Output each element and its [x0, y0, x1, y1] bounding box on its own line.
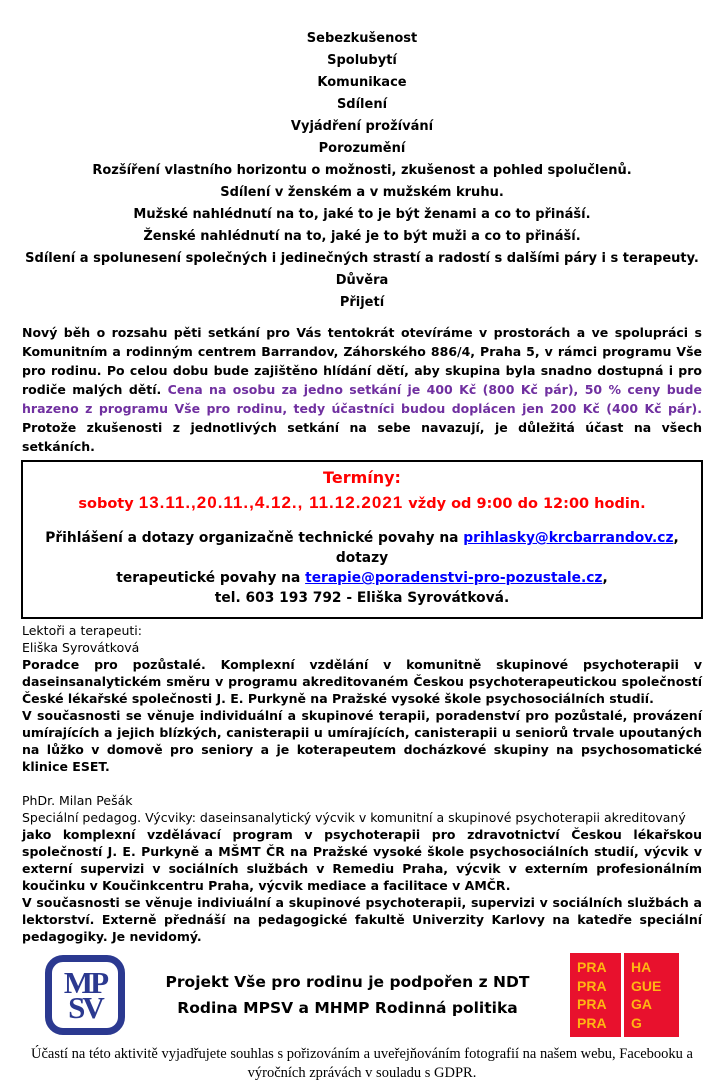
dates-suffix: vždy od 9:00 do 12:00 hodin. — [403, 496, 646, 512]
intro-text-black-1: Nový běh o rozsahu pěti setkání pro Vás tentokrát otevíráme v prostorách a ve spolupráci s Komunitním a rodinným centrem Barrandov, Záhorského 886/4, Praha 5, v rámci programu Vše pro rodinu. Po celou dobu bude zajištěno hlídání dětí, aby skupina byla snadno dostupná i pro rodiče malých dětí. — [22, 325, 702, 397]
keyword-item: Sebezkušenost — [306, 31, 418, 46]
gdpr-note: Účastí na této aktivitě vyjadřujete souhlas s pořizováním a uveřejňováním fotografií na našem webu, Facebooku a výročních zprávách v souladu s GDPR. — [31, 1046, 693, 1081]
praha-logo-cell: PRA — [577, 1014, 607, 1031]
keyword-item: Sdílení — [336, 97, 388, 112]
lectors-section — [22, 622, 702, 945]
praha-logo-cell: GA — [631, 996, 652, 1012]
lector-bio-2-education: jako komplexní vzdělávací program v psychoterapii pro zdravotnictví Českou lékařskou společností J. E. Purkyně a MŠMT ČR na Pražské vysoké škole psychosociálních studií, výcvik v externí supervizi v sociálních službách v Remediu Praha, výcvik v externím profesionálním koučinku v Koučinkcentru Praha, výcvik mediace a facilitace v AMČR. — [22, 827, 702, 893]
praha-logo-left-column — [570, 953, 621, 1037]
praha-logo-cell: G — [631, 1014, 642, 1031]
email-link-registration[interactable]: prihlasky@krcbarrandov.cz — [463, 530, 674, 546]
mpsv-logo-top: MP — [63, 964, 107, 1000]
support-text — [125, 969, 570, 1021]
intro-text-black-2: Protože zkušenosti z jednotlivých setkání na sebe navazují, je důležitá účast na všech setkáních. — [22, 420, 702, 454]
contact-text: , dotazy — [335, 530, 679, 566]
dates-line — [33, 491, 691, 516]
lector-name-2: PhDr. Milan Pešák — [22, 793, 133, 808]
praha-logo-cell: PRA — [577, 996, 607, 1012]
keyword-item: Přijetí — [339, 295, 385, 310]
mpsv-logo — [45, 955, 125, 1035]
contact-line-1 — [33, 528, 691, 568]
keyword-item: Spolubytí — [327, 53, 397, 68]
contact-text: , — [602, 570, 608, 586]
praha-logo-cell: HA — [631, 959, 652, 975]
praha-logo-cell: PRA — [577, 977, 607, 994]
contact-block — [33, 528, 691, 608]
keyword-item: Sdílení v ženském a v mužském kruhu. — [220, 185, 504, 200]
spacer — [22, 775, 702, 792]
dates-title: Termíny: — [323, 468, 401, 487]
email-link-therapy[interactable]: terapie@poradenstvi-pro-pozustale.cz — [305, 570, 603, 586]
keyword-list — [0, 0, 724, 314]
keyword-item: Ženské nahlédnutí na to, jaké je to být muži a co to přináší. — [143, 229, 581, 244]
keyword-item: Důvěra — [335, 273, 389, 288]
support-line-2: Rodina MPSV a MHMP Rodinná politika — [177, 999, 518, 1017]
dates-prefix: soboty — [78, 496, 139, 512]
contact-text: Přihlášení a dotazy organizačně technické povahy na — [45, 530, 464, 546]
keyword-item: Komunikace — [317, 75, 407, 90]
praha-logo-right-column — [624, 953, 679, 1037]
price-info-text: Cena na osobu za jedno setkání je 400 Kč (800 Kč pár), 50 % ceny bude hrazeno z programu Vše pro rodinu, tedy účastníci budou doplácen jen 200 Kč (400 Kč pár). — [22, 382, 702, 416]
praha-logo-cell: PRA — [577, 959, 607, 975]
schedule-box — [21, 460, 703, 619]
lectors-heading: Lektoři a terapeuti: — [22, 623, 142, 638]
keyword-item: Porozumění — [318, 141, 406, 156]
intro-paragraph — [22, 323, 702, 456]
contact-text: terapeutické povahy na — [116, 570, 306, 586]
praha-logo — [570, 953, 679, 1037]
lector-name-1: Eliška Syrovátková — [22, 640, 140, 655]
support-banner — [45, 953, 679, 1037]
phone-line: tel. 603 193 792 - Eliška Syrovátková. — [214, 590, 510, 606]
keyword-item: Rozšíření vlastního horizontu o možnosti, zkušenost a pohled spolučlenů. — [92, 163, 632, 178]
lector-bio-2-current: V současnosti se věnuje indiviuální a skupinové psychoterapii, supervizi v sociálních službách a lektorství. Externě přednáší na pedagogické fakultě Univerzity Karlovy na katedře speciální pedagogiky. Je nevidomý. — [22, 895, 702, 944]
praha-logo-cell: GUE — [631, 977, 662, 994]
mpsv-logo-bottom: SV — [68, 990, 102, 1025]
keyword-item: Sdílení a spolunesení společných i jedinečných strastí a radostí s dalšími páry i s terapeuty. — [25, 251, 699, 266]
session-dates: 13.11.,20.11.,4.12., 11.12.2021 — [138, 493, 404, 512]
contact-line-2 — [33, 568, 691, 588]
lector-bio-1-education: Poradce pro pozůstalé. Komplexní vzdělání v komunitně skupinové psychoterapii v daseinsanalytickém směru v programu akreditovaném Českou psychoterapeutickou společností České lékařské společnosti J. E. Purkyně na Pražské vysoké škole psychosociálních studií. — [22, 657, 702, 706]
lector-bio-2-intro: Speciální pedagog. Výcviky: daseinsanalytický výcvik v komunitní a skupinové psychoterapii akreditovaný — [22, 810, 686, 825]
keyword-item: Vyjádření prožívání — [290, 119, 434, 134]
keyword-item: Mužské nahlédnutí na to, jaké to je být ženami a co to přináší. — [133, 207, 591, 222]
lector-bio-1-current: V současnosti se věnuje individuální a skupinové terapii, poradenství pro pozůstalé, provázení umírajících a jejich blízkých, canisterapii u umírajících, canisterapii u seniorů trvale upoutaných na lůžko v domově pro seniory a je koterapeutem docházkové skupiny na psychosomatické klinice ESET. — [22, 708, 702, 774]
support-line-1: Projekt Vše pro rodinu je podpořen z NDT — [165, 973, 530, 991]
